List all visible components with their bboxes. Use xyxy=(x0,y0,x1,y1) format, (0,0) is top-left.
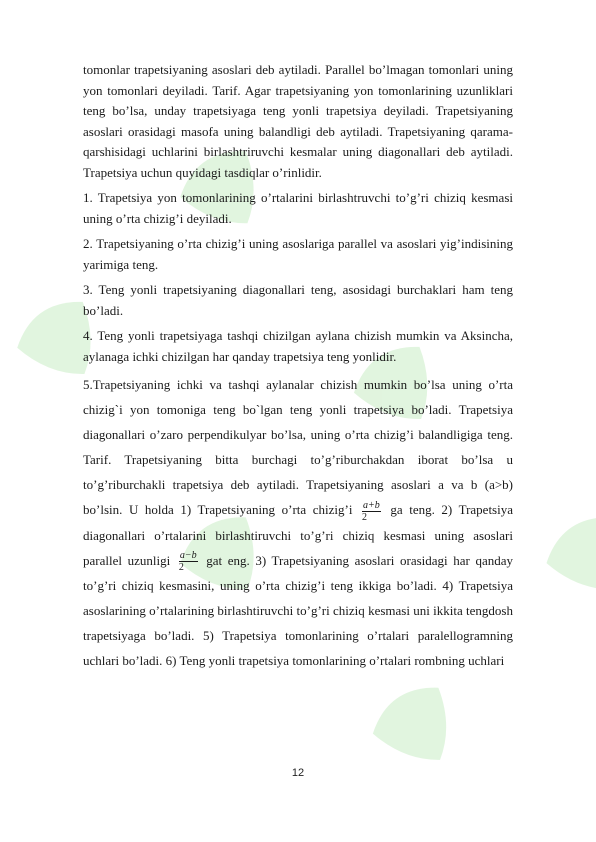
paragraph-item-2: 2. Trapetsiyaning o’rta chizig’i uning asoslariga parallel va asoslari yig’indisining yarimiga teng. xyxy=(83,236,513,272)
fraction-midline-numerator: a+b xyxy=(363,499,380,511)
fraction-midline-denominator: 2 xyxy=(362,511,368,523)
document-body xyxy=(83,60,513,678)
fraction-diagonal-numerator: a−b xyxy=(179,550,197,562)
fraction-diagonal-denominator: 2 xyxy=(178,562,184,574)
paragraph-definitions: tomonlar trapetsiyaning asoslari deb aytiladi. Parallel bo’lmagan tomonlari uning yon tomonlari deyiladi. Tarif. Agar trapetsiyaning yon tomonlarining uzunliklari teng bo’lsa, unday trapetsiyaga teng yonli trapetsiya deyiladi. Trapetsiyaning asoslari orasidagi masofa uning balandligi deb aytiladi. Trapetsiyaning qarama-qarshisidagi uchlarini birlashtriruvchi kesmalar uning diagonallari deb aytiladi. Trapetsiya uchun quyidagi tasdiqlar o’rinlidir. xyxy=(83,62,513,180)
paragraph-item-5-part3: gat eng. 3) Trapetsiyaning asoslari orasidagi har qanday to’g’ri chiziq kesmasini, uning o’rta chizig’i teng ikkiga bo’ladi. 4) Trapetsiya asoslarining o’rtalarining birlashtiruvchi to’g’ri chiziq kesmasi uni ikkita tengdosh trapetsiyaga bo’ladi. 5) Trapetsiya tomonlarining o’rtalari paralellogramning uchlari bo’ladi. 6) Teng yonli trapetsiya tomonlarining o’rtalari rombning uchlari xyxy=(83,552,514,669)
paragraph-item-3: 3. Teng yonli trapetsiyaning diagonallari teng, asosidagi burchaklari ham teng bo’ladi. xyxy=(83,282,513,318)
fraction-midline xyxy=(362,500,381,523)
paragraph-item-5-part2: ga teng. 2) Trapetsiya diagonallari o’rtalarini birlashtiruvchi to’g’ri chiziq kesmasi uning asoslari parallel uzunligi xyxy=(83,502,513,568)
paragraph-item-1: 1. Trapetsiya yon tomonlarining o’rtalarini birlashtruvchi to’g’ri chiziq kesmasi uning o’rta chizig’i deyiladi. xyxy=(83,190,513,226)
paragraph-item-4: 4. Teng yonli trapetsiyaga tashqi chizilgan aylana chizish mumkin va Aksincha, aylanaga ichki chizilgan har qanday trapetsiya teng yonlidir. xyxy=(83,328,513,364)
page-number: 12 xyxy=(291,767,305,779)
paragraph-item-5-part1: 5.Trapetsiyaning ichki va tashqi aylanalar chizish mumkin bo’lsa uning o’rta chizig`i yon tomoniga teng bo`lgan teng yonli trapetsiya bo’ladi. Trapetsiya diagonallari o’zaro perpendikulyar bo’lsa, uning o’rta chizig’i balandligiga teng. Tarif. Trapetsiyaning bitta burchagi to’g’riburchakdan iborat bo’lsa u to’g’riburchakli trapetsiya deb aytiladi. Trapetsiyaning asoslari a va b (a>b) bo’lsin. U holda 1) Trapetsiyaning o’rta chizig’i xyxy=(83,377,513,517)
paragraph-item-5 xyxy=(83,372,513,673)
fraction-diagonal-segment xyxy=(179,550,198,573)
